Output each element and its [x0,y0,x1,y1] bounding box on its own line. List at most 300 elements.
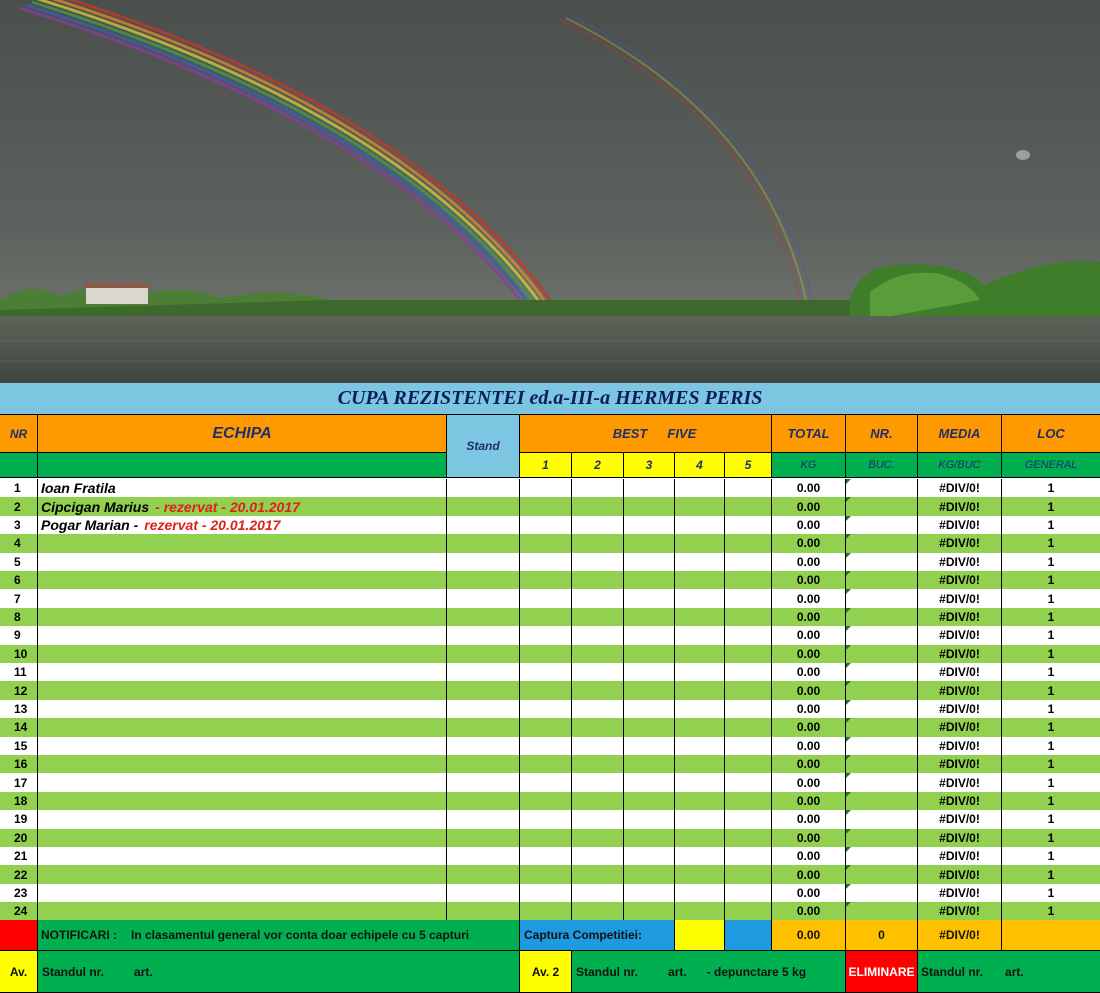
row-number: 3 [0,516,38,534]
catch-2-cell[interactable] [572,884,624,902]
catch-4-cell[interactable] [675,884,725,902]
catch-3-cell[interactable] [624,681,675,699]
comment-marker [846,516,851,521]
header-total: TOTAL [772,415,846,453]
count-cell[interactable] [846,516,918,534]
count-cell[interactable] [846,681,918,699]
catch-2-cell[interactable] [572,571,624,589]
catch-3-cell[interactable] [624,755,675,773]
table-row [0,571,1100,589]
team-name-cell[interactable] [38,589,447,607]
catch-4-cell[interactable] [675,479,725,497]
general-rank: 1 [1047,904,1055,919]
average-kg: #DIV/0! [918,792,1002,810]
row-number: 17 [0,773,38,791]
captura-total [772,920,846,951]
total-kg: 0.00 [772,847,846,865]
catch-2-cell[interactable] [572,773,624,791]
catch-5-cell[interactable] [725,737,772,755]
catch-4-cell[interactable] [675,718,725,736]
average-kg: #DIV/0! [918,645,1002,663]
team-name-cell[interactable] [38,884,447,902]
team-name-cell[interactable] [38,553,447,571]
average-kg: #DIV/0! [918,516,1002,534]
catch-4-cell[interactable] [675,829,725,847]
stand-cell[interactable] [447,497,520,515]
catch-5-cell[interactable] [725,626,772,644]
average-kg: #DIV/0! [918,755,1002,773]
row-number: 14 [0,718,38,736]
catch-3-cell[interactable] [624,737,675,755]
stand-cell[interactable] [447,663,520,681]
stand-cell[interactable] [447,534,520,552]
header-nr-sub [0,453,38,478]
catch-1-cell[interactable] [520,608,572,626]
table-row [0,479,1100,497]
catch-1-cell[interactable] [520,810,572,828]
catch-4-cell[interactable] [675,792,725,810]
catch-4-cell[interactable] [675,681,725,699]
team-name-cell[interactable] [38,479,447,497]
total-kg: 0.00 [772,626,846,644]
catch-3-cell[interactable] [624,902,675,920]
catch-4-cell[interactable] [675,553,725,571]
catch-1-cell[interactable] [520,865,572,883]
team-name-cell[interactable] [38,792,447,810]
catch-4-cell[interactable] [675,589,725,607]
stand-cell[interactable] [447,847,520,865]
catch-5-cell[interactable] [725,773,772,791]
catch-4-cell[interactable] [675,737,725,755]
stand-cell[interactable] [447,902,520,920]
stand-cell[interactable] [447,884,520,902]
catch-2-cell[interactable] [572,829,624,847]
catch-4-cell[interactable] [675,626,725,644]
team-name-cell[interactable] [38,737,447,755]
catch-1-cell[interactable] [520,847,572,865]
catch-5-cell[interactable] [725,865,772,883]
captura-blue-cell[interactable] [725,920,772,951]
catch-3-cell[interactable] [624,571,675,589]
catch-1-cell[interactable] [520,645,572,663]
catch-3-cell[interactable] [624,884,675,902]
catch-3-cell[interactable] [624,792,675,810]
catch-3-cell[interactable] [624,553,675,571]
average-kg: #DIV/0! [918,571,1002,589]
catch-2-cell[interactable] [572,497,624,515]
stand-cell[interactable] [447,645,520,663]
stand-cell[interactable] [447,737,520,755]
count-cell[interactable] [846,847,918,865]
stand-cell[interactable] [447,718,520,736]
count-cell[interactable] [846,718,918,736]
table-row [0,626,1100,644]
comment-marker [846,718,851,723]
catch-3-cell[interactable] [624,626,675,644]
av2-penalty: - depunctare 5 kg [706,964,807,979]
av1-label: Av. [9,964,28,979]
count-cell[interactable] [846,553,918,571]
stand-cell[interactable] [447,792,520,810]
catch-4-cell[interactable] [675,700,725,718]
count-cell[interactable] [846,645,918,663]
catch-3-cell[interactable] [624,645,675,663]
catch-1-cell[interactable] [520,902,572,920]
row-number: 9 [0,626,38,644]
team-name-cell[interactable] [38,497,447,515]
table-row [0,865,1100,883]
catch-4-cell[interactable] [675,810,725,828]
total-kg: 0.00 [772,663,846,681]
catch-5-cell[interactable] [725,792,772,810]
av2-cell [520,951,572,993]
catch-5-cell[interactable] [725,663,772,681]
catch-2-cell[interactable] [572,681,624,699]
comment-marker [846,810,851,815]
catch-5-cell[interactable] [725,884,772,902]
catch-1-cell[interactable] [520,589,572,607]
catch-4-cell[interactable] [675,534,725,552]
comment-marker [846,884,851,889]
row-number: 12 [0,681,38,699]
catch-1-cell[interactable] [520,497,572,515]
count-cell[interactable] [846,608,918,626]
average-kg: #DIV/0! [918,773,1002,791]
catch-1-cell[interactable] [520,663,572,681]
general-rank: 1 [1047,775,1055,790]
catch-1-cell[interactable] [520,718,572,736]
catch-2-cell[interactable] [572,865,624,883]
catch-1-cell[interactable] [520,479,572,497]
catch-1-cell[interactable] [520,516,572,534]
total-kg: 0.00 [772,792,846,810]
catch-1-cell[interactable] [520,829,572,847]
catch-3-cell[interactable] [624,663,675,681]
average-kg: #DIV/0! [918,718,1002,736]
stand-cell[interactable] [447,608,520,626]
team-name-cell[interactable] [38,810,447,828]
catch-4-cell[interactable] [675,663,725,681]
team-name-cell[interactable] [38,773,447,791]
general-rank: 1 [1047,628,1055,643]
catch-5-cell[interactable] [725,553,772,571]
team-name-cell[interactable] [38,718,447,736]
catch-5-cell[interactable] [725,571,772,589]
catch-1-cell[interactable] [520,534,572,552]
catch-5-cell[interactable] [725,700,772,718]
team-name-cell[interactable] [38,534,447,552]
header-nr: NR [0,415,38,453]
catch-5-cell[interactable] [725,718,772,736]
av1-detail [38,951,520,993]
total-kg: 0.00 [772,645,846,663]
row-number: 20 [0,829,38,847]
scoreboard-sheet [0,383,1100,993]
catch-5-cell[interactable] [725,902,772,920]
catch-3-cell[interactable] [624,718,675,736]
catch-2-cell[interactable] [572,847,624,865]
count-cell[interactable] [846,884,918,902]
rainbow-lake-photo [0,0,1100,383]
catch-1-cell[interactable] [520,571,572,589]
catch-5-cell[interactable] [725,810,772,828]
catch-3-cell[interactable] [624,865,675,883]
stand-cell[interactable] [447,755,520,773]
table-row [0,810,1100,828]
comment-marker [846,553,851,558]
header-catch-5: 5 [725,453,772,478]
catch-2-cell[interactable] [572,663,624,681]
row-number: 19 [0,810,38,828]
captura-yellow-cell[interactable] [675,920,725,951]
total-kg: 0.00 [772,737,846,755]
stand-cell[interactable] [447,571,520,589]
general-rank: 1 [1047,849,1055,864]
comment-marker [846,755,851,760]
catch-1-cell[interactable] [520,626,572,644]
table-row [0,553,1100,571]
catch-2-cell[interactable] [572,645,624,663]
team-name-cell[interactable] [38,865,447,883]
comment-marker [846,479,851,484]
catch-4-cell[interactable] [675,608,725,626]
row-number: 1 [0,479,38,497]
catch-2-cell[interactable] [572,479,624,497]
stand-cell[interactable] [447,516,520,534]
stand-cell[interactable] [447,700,520,718]
catch-5-cell[interactable] [725,681,772,699]
count-cell[interactable] [846,663,918,681]
row-number: 10 [0,645,38,663]
total-kg: 0.00 [772,571,846,589]
header-catch-3: 3 [624,453,675,478]
catch-5-cell[interactable] [725,608,772,626]
header-five: FIVE [667,426,697,441]
row-number: 2 [0,497,38,515]
catch-5-cell[interactable] [725,847,772,865]
header-best-five [520,415,772,453]
catch-2-cell[interactable] [572,553,624,571]
comment-marker [846,663,851,668]
catch-1-cell[interactable] [520,553,572,571]
average-kg: #DIV/0! [918,865,1002,883]
catch-1-cell[interactable] [520,792,572,810]
catch-2-cell[interactable] [572,792,624,810]
stand-cell[interactable] [447,553,520,571]
stand-cell[interactable] [447,626,520,644]
catch-3-cell[interactable] [624,773,675,791]
team-name-cell[interactable] [38,608,447,626]
catch-5-cell[interactable] [725,497,772,515]
count-cell[interactable] [846,810,918,828]
count-cell[interactable] [846,755,918,773]
header-best: BEST [612,426,648,441]
team-name: Ioan Fratila [41,480,116,497]
stand-cell[interactable] [447,589,520,607]
team-name-cell[interactable] [38,829,447,847]
captura-loc [1002,920,1100,951]
catch-4-cell[interactable] [675,847,725,865]
catch-5-cell[interactable] [725,589,772,607]
comment-marker [846,865,851,870]
header-nr-buc: NR. [846,415,918,453]
catch-3-cell[interactable] [624,534,675,552]
catch-3-cell[interactable] [624,829,675,847]
av1-cell [0,951,38,993]
average-kg: #DIV/0! [918,608,1002,626]
catch-4-cell[interactable] [675,497,725,515]
catch-1-cell[interactable] [520,884,572,902]
table-row [0,534,1100,552]
header-catch-2: 2 [572,453,624,478]
elimination-cell [846,951,918,993]
catch-2-cell[interactable] [572,700,624,718]
catch-4-cell[interactable] [675,645,725,663]
header-team: ECHIPA [38,415,447,453]
comment-marker [846,829,851,834]
table-row [0,755,1100,773]
stand-cell[interactable] [447,865,520,883]
header-team-sub [38,453,447,478]
team-name-cell[interactable] [38,847,447,865]
catch-2-cell[interactable] [572,626,624,644]
catch-1-cell[interactable] [520,737,572,755]
table-row [0,645,1100,663]
count-cell[interactable] [846,792,918,810]
comment-marker [846,497,851,502]
total-kg: 0.00 [772,553,846,571]
catch-4-cell[interactable] [675,571,725,589]
catch-1-cell[interactable] [520,700,572,718]
catch-5-cell[interactable] [725,645,772,663]
catch-4-cell[interactable] [675,755,725,773]
general-rank: 1 [1047,738,1055,753]
catch-2-cell[interactable] [572,589,624,607]
catch-5-cell[interactable] [725,479,772,497]
total-kg: 0.00 [772,755,846,773]
catch-1-cell[interactable] [520,773,572,791]
catch-2-cell[interactable] [572,810,624,828]
catch-3-cell[interactable] [624,847,675,865]
catch-3-cell[interactable] [624,497,675,515]
team-name-cell[interactable] [38,902,447,920]
catch-3-cell[interactable] [624,700,675,718]
stand-cell[interactable] [447,681,520,699]
average-kg: #DIV/0! [918,737,1002,755]
count-cell[interactable] [846,589,918,607]
count-cell[interactable] [846,497,918,515]
team-name-cell[interactable] [38,645,447,663]
catch-4-cell[interactable] [675,773,725,791]
count-cell[interactable] [846,902,918,920]
catch-3-cell[interactable] [624,810,675,828]
catch-5-cell[interactable] [725,829,772,847]
team-name-cell[interactable] [38,516,447,534]
catch-5-cell[interactable] [725,534,772,552]
catch-3-cell[interactable] [624,479,675,497]
catch-2-cell[interactable] [572,902,624,920]
comment-marker [846,626,851,631]
stand-cell[interactable] [447,773,520,791]
total-kg: 0.00 [772,865,846,883]
team-name-cell[interactable] [38,681,447,699]
count-cell[interactable] [846,737,918,755]
total-kg: 0.00 [772,516,846,534]
catch-4-cell[interactable] [675,902,725,920]
general-rank: 1 [1047,720,1055,735]
count-cell[interactable] [846,479,918,497]
row-number: 15 [0,737,38,755]
total-kg: 0.00 [772,589,846,607]
catch-2-cell[interactable] [572,718,624,736]
count-cell[interactable] [846,571,918,589]
catch-5-cell[interactable] [725,516,772,534]
team-note: rezervat - 20.01.2017 [144,516,281,533]
count-cell[interactable] [846,700,918,718]
header-catch-1: 1 [520,453,572,478]
header-kg: KG [772,453,846,478]
av1-art: art. [134,964,153,979]
header-general: GENERAL [1002,453,1100,478]
average-kg: #DIV/0! [918,626,1002,644]
team-name-cell[interactable] [38,755,447,773]
table-row [0,737,1100,755]
header-loc: LOC [1002,415,1100,453]
total-kg: 0.00 [772,681,846,699]
table-row [0,902,1100,920]
catch-2-cell[interactable] [572,737,624,755]
catch-5-cell[interactable] [725,755,772,773]
count-cell[interactable] [846,829,918,847]
catch-3-cell[interactable] [624,589,675,607]
table-row [0,608,1100,626]
count-cell[interactable] [846,534,918,552]
catch-2-cell[interactable] [572,534,624,552]
count-cell[interactable] [846,773,918,791]
catch-2-cell[interactable] [572,516,624,534]
catch-4-cell[interactable] [675,516,725,534]
stand-cell[interactable] [447,479,520,497]
team-name-cell[interactable] [38,626,447,644]
catch-2-cell[interactable] [572,608,624,626]
average-kg: #DIV/0! [918,497,1002,515]
table-row [0,681,1100,699]
header-kgbuc: KG/BUC [918,453,1002,478]
count-cell[interactable] [846,626,918,644]
elimination-label: ELIMINARE [848,964,915,979]
general-rank: 1 [1047,499,1055,514]
stand-cell[interactable] [447,810,520,828]
header-stand: Stand [447,415,520,478]
comment-marker [846,645,851,650]
catch-2-cell[interactable] [572,755,624,773]
total-kg: 0.00 [772,810,846,828]
catch-1-cell[interactable] [520,681,572,699]
row-number: 13 [0,700,38,718]
team-name-cell[interactable] [38,571,447,589]
catch-1-cell[interactable] [520,755,572,773]
team-name-cell[interactable] [38,663,447,681]
catch-3-cell[interactable] [624,516,675,534]
count-cell[interactable] [846,865,918,883]
catch-4-cell[interactable] [675,865,725,883]
stand-cell[interactable] [447,829,520,847]
average-kg: #DIV/0! [918,810,1002,828]
notification-text: In clasamentul general vor conta doar echipele cu 5 capturi [131,928,470,942]
catch-3-cell[interactable] [624,608,675,626]
team-name-cell[interactable] [38,700,447,718]
elimination-detail [918,951,1100,993]
